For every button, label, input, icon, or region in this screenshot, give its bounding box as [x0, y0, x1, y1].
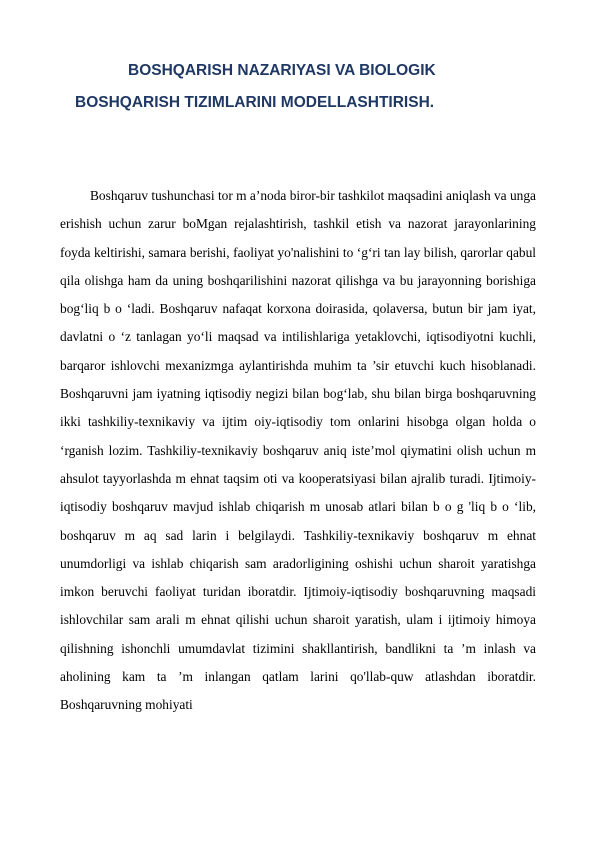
body-paragraph: Boshqaruv tushunchasi tor m a’noda biror-bir tashkilot maqsadini aniqlash va unga erishish uchun zarur boMgan rejalashtirish, tashkil etish va nazorat jarayonlarining foyda keltirishi, samara berishi, faoliyat yo'nalishini to ‘g‘ri tan lay bilish, qarorlar qabul qila olishga ham da uning boshqarilishini nazorat qilishga va bu jarayonning borishiga bog‘liq b o ‘ladi. Boshqaruv nafaqat korxona doirasida, qolaversa, butun bir jam iyat, davlatni o ‘z tanlagan yo‘li maqsad va intilishlariga yetaklovchi, iqtisodiyotni kuchli, barqaror ishlovchi mexanizmga aylantirishda muhim ta ’sir etuvchi kuch hisoblanadi. Boshqaruvni jam iyatning iqtisodiy negizi bilan bog‘lab, shu bilan birga boshqaruvning ikki tashkiliy-texnikaviy va ijtim oiy-iqtisodiy tom onlarini hisobga olgan holda o ‘rganish lozim. Tashkiliy-texnikaviy boshqaruv aniq iste’mol qiymatini olish uchun m ahsulot tayyorlashda m ehnat taqsim oti va kooperatsiyasi bilan ajralib turadi. Ijtimoiy-iqtisodiy boshqaruv mavjud ishlab chiqarish m unosab atlari bilan b o g 'liq b o ‘lib, boshqaruv m aq sad larin i belgilaydi. Tashkiliy-texnikaviy boshqaruv m ehnat unumdorligi va ishlab chiqarish sam aradorligining oshishi uchun sharoit yaratishga imkon beruvchi faoliyat turidan iboratdir. Ijtimoiy-iqtisodiy boshqaruvning maqsadi ishlovchilar sam arali m ehnat qilishi uchun sharoit yaratish, ulam i ijtimoiy himoya qilishning ishonchli umumdavlat tizimini shakllantirish, bandlikni ta ’m inlash va aholining kam ta ’m inlangan qatlam larini qo'llab-quw atlashdan iboratdir. Boshqaruvning mohiyati [60, 188, 536, 713]
title-line-2: BOSHQARISH TIZIMLARINI MODELLASHTIRISH. [75, 94, 435, 111]
title-line-1: BOSHQARISH NAZARIYASI VA BIOLOGIK [128, 62, 436, 79]
